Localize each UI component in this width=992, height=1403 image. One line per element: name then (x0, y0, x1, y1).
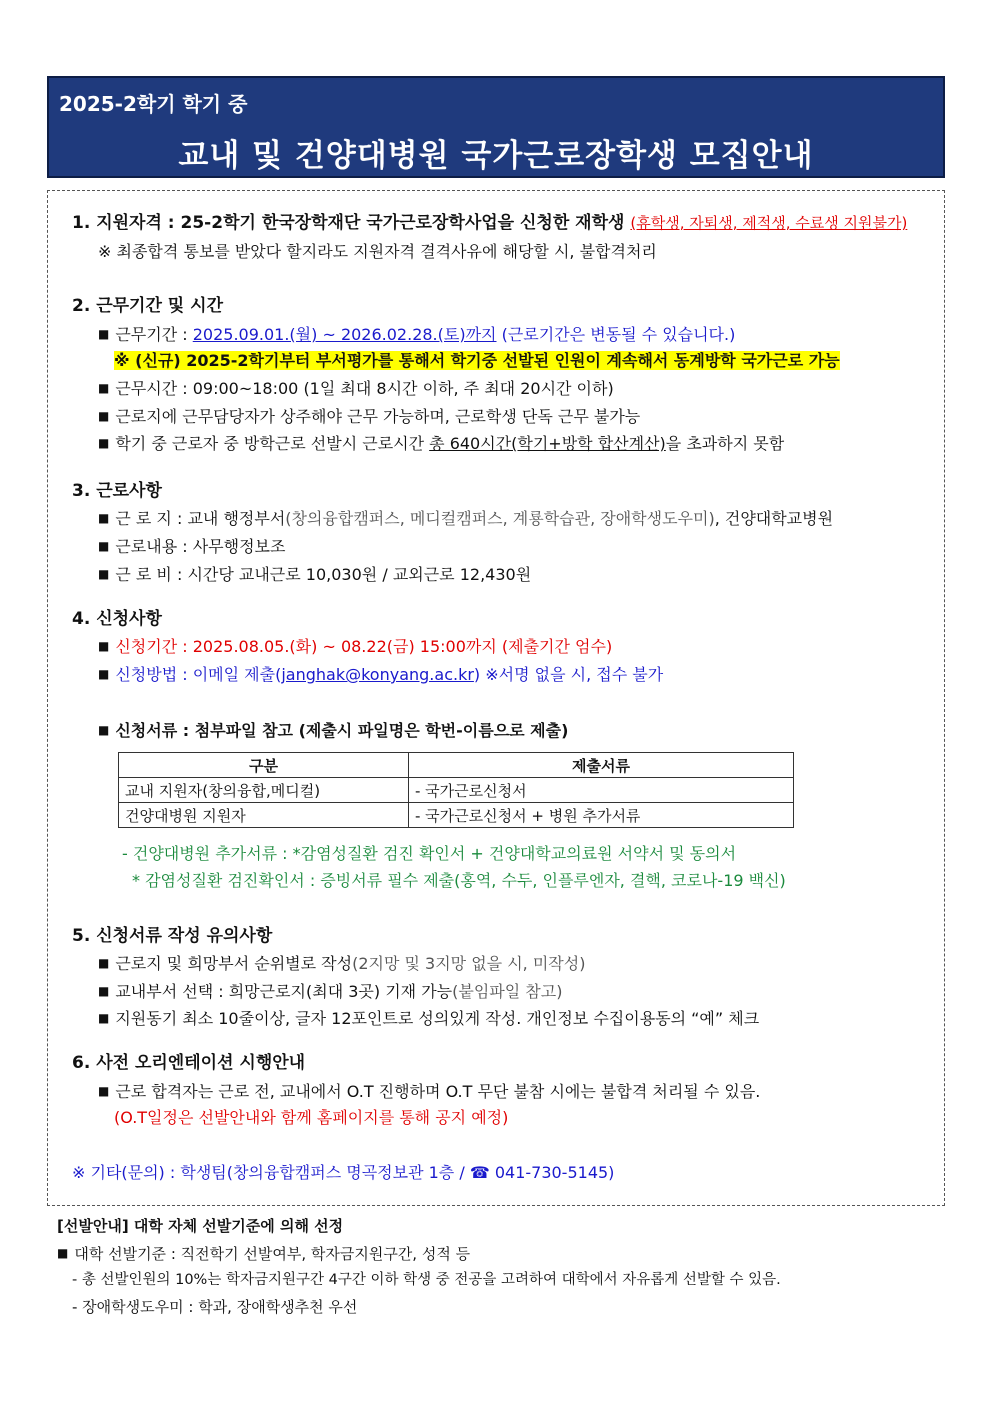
table-header-category: 구분 (119, 753, 409, 778)
work-period-note: (근로기간은 변동될 수 있습니다.) (496, 325, 736, 344)
work-period-label: 근무기간 : (115, 325, 193, 344)
disability-helper-note: - 장애학생도우미 : 학과, 장애학생추천 우선 (72, 1298, 358, 1316)
section-5-heading: 5. 신청서류 작성 유의사항 (72, 926, 273, 946)
hospital-extra-docs: - 건양대병원 추가서류 : *감염성질환 검진 확인서 + 건양대학교의료원 서약서 및 동의서 (122, 844, 737, 863)
bullet-square-icon: ■ (98, 1084, 110, 1098)
work-hours-text: 근무시간 : 09:00~18:00 (1일 최대 8시간 이하, 주 최대 20시간 이하) (115, 379, 614, 398)
table-cell: 건양대병원 지원자 (119, 803, 409, 828)
section-3-heading: 3. 근로사항 (72, 481, 162, 501)
orientation-schedule-note: (O.T일정은 선발안내와 함께 홈페이지를 통해 공지 예정) (114, 1108, 509, 1127)
application-method-item (98, 664, 663, 685)
table-row (119, 778, 794, 803)
hour-limit-pre: 학기 중 근로자 중 방학근로 선발시 근로시간 (115, 434, 430, 453)
bullet-square-icon: ■ (98, 956, 110, 970)
application-docs-text: 신청서류 : 첨부파일 참고 (제출시 파일명은 학번-이름으로 제출) (115, 721, 569, 740)
section-1-title: 1. 지원자격 : 25-2학기 한국장학재단 국가근로장학사업을 신청한 재학생 (72, 213, 625, 233)
selection-criteria-text: 대학 선발기준 : 직전학기 선발여부, 학자금지원구간, 성적 등 (74, 1245, 471, 1263)
supervisor-text: 근로지에 근무담당자가 상주해야 근무 가능하며, 근로학생 단독 근무 불가능 (115, 407, 641, 426)
contact-info: ※ 기타(문의) : 학생팀(창의융합캠퍼스 명곡정보관 1층 / ☎ 041-730-5145) (72, 1163, 615, 1182)
bullet-square-icon: ■ (98, 436, 110, 450)
department-select-item (98, 981, 562, 1002)
selection-criteria-item (57, 1243, 470, 1264)
motivation-item (98, 1008, 759, 1029)
table-row (119, 803, 794, 828)
section-1-heading (72, 213, 907, 233)
hour-limit-post: 을 초과하지 못함 (665, 434, 785, 453)
infection-certificate-note: * 감염성질환 검진확인서 : 증빙서류 필수 제출(홍역, 수두, 인플루엔자, 결핵, 코로나-19 백신) (132, 871, 786, 890)
wage-item (98, 564, 531, 585)
selection-quota-note: - 총 선발인원의 10%는 학자금지원구간 4구간 이하 학생 중 전공을 고려하여 대학에서 자유롭게 선발할 수 있음. (72, 1272, 781, 1288)
wage-text: 근 로 비 : 시간당 교내근로 10,030원 / 교외근로 12,430원 (115, 565, 532, 584)
section-1-note: ※ 최종합격 통보를 받았다 할지라도 지원자격 결격사유에 해당할 시, 불합격처리 (98, 242, 657, 261)
table-cell: - 국가근로신청서 (409, 778, 794, 803)
hour-limit-item (98, 433, 784, 454)
bullet-square-icon: ■ (98, 984, 110, 998)
table-header-documents: 제출서류 (409, 753, 794, 778)
department-select-note: (붙임파일 참고) (452, 982, 563, 1001)
bullet-square-icon: ■ (98, 667, 110, 681)
bullet-square-icon: ■ (98, 639, 110, 653)
application-docs-item (98, 720, 568, 741)
title-banner (47, 76, 945, 178)
work-content-item (98, 536, 285, 557)
work-hours-item (98, 378, 614, 399)
bullet-square-icon: ■ (98, 409, 110, 423)
bullet-square-icon: ■ (98, 511, 110, 525)
section-1-exclusion: (휴학생, 자퇴생, 제적생, 수료생 지원불가) (630, 214, 908, 232)
workplace-main: 교내 행정부서 (187, 509, 286, 528)
application-method-pre: 신청방법 : 이메일 제출( (115, 665, 282, 684)
orientation-text: 근로 합격자는 근로 전, 교내에서 O.T 진행하며 O.T 무단 불참 시에는 불합격 처리될 수 있음. (115, 1082, 761, 1101)
email-link[interactable]: janghak@konyang.ac.kr (281, 665, 474, 684)
table-cell: 교내 지원자(창의융합,메디컬) (119, 778, 409, 803)
work-content-text: 근로내용 : 사무행정보조 (115, 537, 286, 556)
application-period-text: 신청기간 : 2025.08.05.(화) ~ 08.22(금) 15:00까지 (제출기간 엄수) (115, 637, 613, 656)
table-cell: - 국가근로신청서 + 병원 추가서류 (409, 803, 794, 828)
work-period-dates: 2025.09.01.(월) ~ 2026.02.28.(토)까지 (192, 325, 497, 344)
workplace-hospital: , 건양대학교병원 (714, 509, 834, 528)
bullet-square-icon: ■ (98, 381, 110, 395)
section-2-heading: 2. 근무기간 및 시간 (72, 296, 223, 316)
workplace-label: 근 로 지 : (115, 509, 188, 528)
banner-subtitle: 2025-2학기 학기 중 (59, 92, 248, 116)
bullet-square-icon: ■ (98, 539, 110, 553)
bullet-square-icon: ■ (98, 327, 110, 341)
orientation-item (98, 1081, 760, 1102)
supervisor-item (98, 406, 640, 427)
workplace-item (98, 508, 833, 529)
work-period-item (98, 324, 735, 345)
documents-table (118, 752, 794, 828)
new-policy-notice (114, 351, 840, 371)
table-header-row (119, 753, 794, 778)
highlighted-notice: ※ (신규) 2025-2학기부터 부서평가를 통해서 학기중 선발된 인원이 계속해서 동계방학 국가근로 가능 (114, 351, 840, 370)
preference-order-item (98, 953, 585, 974)
hour-limit-total: 총 640시간(학기+방학 합산계산) (429, 434, 666, 453)
motivation-text: 지원동기 최소 10줄이상, 글자 12포인트로 성의있게 작성. 개인정보 수집이용동의 “예” 체크 (115, 1009, 760, 1028)
bullet-square-icon: ■ (98, 723, 110, 737)
selection-heading: [선발안내] 대학 자체 선발기준에 의해 선정 (57, 1217, 344, 1235)
bullet-square-icon: ■ (57, 1246, 69, 1260)
department-select-text: 교내부서 선택 : 희망근로지(최대 3곳) 기재 가능 (115, 982, 453, 1001)
preference-order-note: (2지망 및 3지망 없을 시, 미작성) (352, 954, 586, 973)
workplace-campuses: (창의융합캠퍼스, 메디컬캠퍼스, 계룡학습관, 장애학생도우미) (285, 509, 715, 528)
preference-order-text: 근로지 및 희망부서 순위별로 작성 (115, 954, 353, 973)
section-4-heading: 4. 신청사항 (72, 609, 162, 629)
section-6-heading: 6. 사전 오리엔테이션 시행안내 (72, 1053, 306, 1073)
bullet-square-icon: ■ (98, 567, 110, 581)
banner-title: 교내 및 건양대병원 국가근로장학생 모집안내 (178, 138, 814, 174)
application-method-post: ) ※서명 없을 시, 접수 불가 (473, 665, 664, 684)
application-period-item (98, 636, 612, 657)
bullet-square-icon: ■ (98, 1011, 110, 1025)
